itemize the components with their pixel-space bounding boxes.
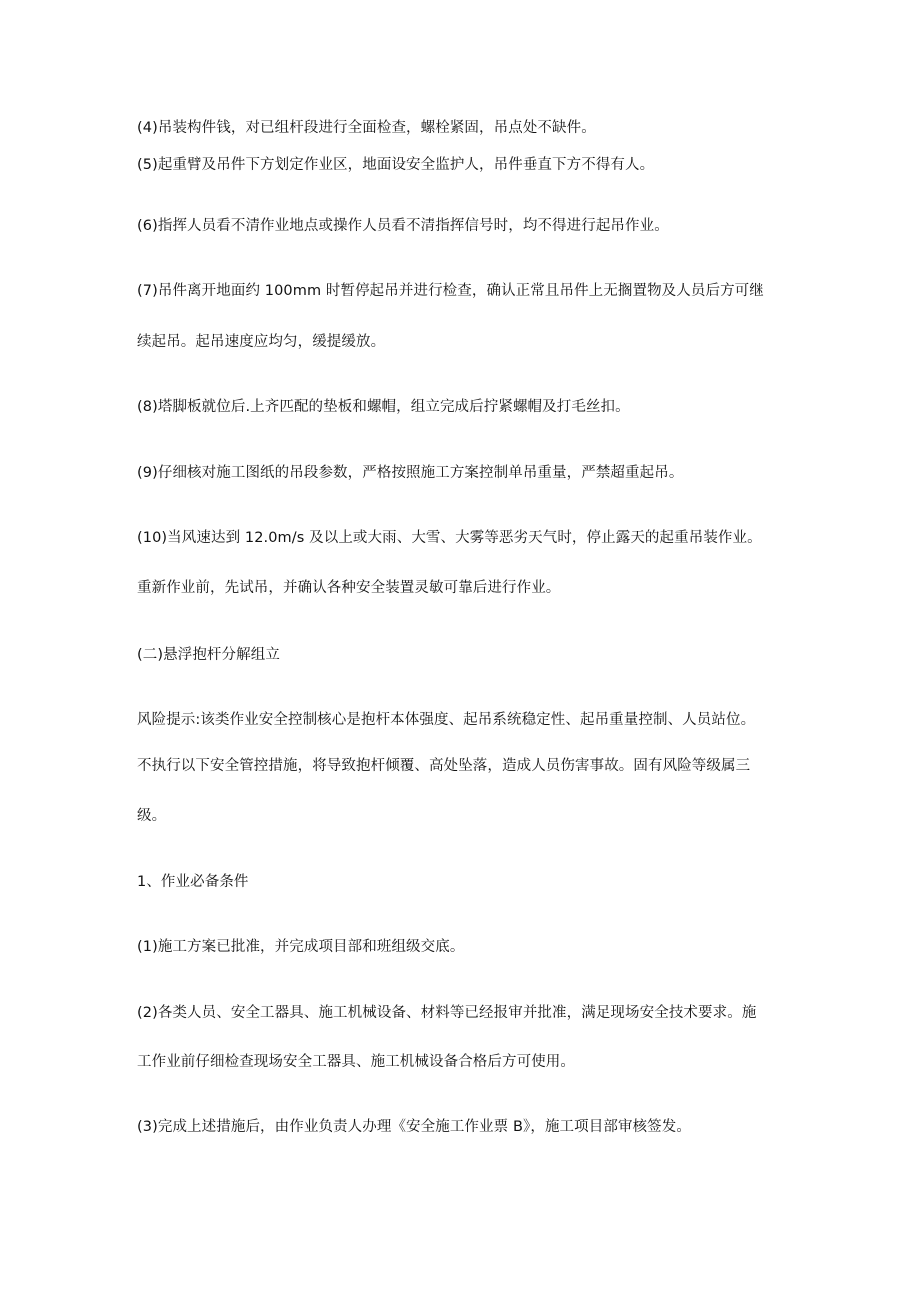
- item-6-text: (6)指挥人员看不清作业地点或操作人员看不清指挥信号时，均不得进行起吊作业。: [137, 218, 669, 234]
- item-5-text: (5)起重臂及吊件下方划定作业区，地面设安全监护人，吊件垂直下方不得有人。: [137, 157, 655, 173]
- condition-2-text-line2: 工作业前仔细检查现场安全工器具、施工机械设备合格后方可使用。: [137, 1054, 575, 1070]
- condition-3-text: (3)完成上述措施后，由作业负责人办理《安全施工作业票 B》，施工项目部审核签发。: [137, 1119, 691, 1135]
- subsection-heading: 1、作业必备条件: [137, 874, 249, 890]
- condition-2-text-line1: (2)各类人员、安全工器具、施工机械设备、材料等已经报审并批准，满足现场安全技术要求。施: [137, 1005, 757, 1021]
- item-8-text: (8)塔脚板就位后.上齐匹配的垫板和螺帽，组立完成后拧紧螺帽及打毛丝扣。: [137, 399, 630, 415]
- item-10-text-line2: 重新作业前，先试吊，并确认各种安全装置灵敏可靠后进行作业。: [137, 580, 561, 596]
- item-9-text: (9)仔细核对施工图纸的吊段参数，严格按照施工方案控制单吊重量，严禁超重起吊。: [137, 465, 684, 481]
- item-10-text-line1: (10)当风速达到 12.0m∕s 及以上或大雨、大雪、大雾等恶劣天气时，停止露天的起重吊装作业。: [137, 530, 762, 546]
- section-heading: (二)悬浮抱杆分解组立: [137, 647, 280, 663]
- item-4-text: (4)吊装构件钱，对已组杆段进行全面检查，螺栓紧固，吊点处不缺件。: [137, 120, 596, 136]
- risk-notice-line2: 不执行以下安全管控措施，将导致抱杆倾覆、高处坠落，造成人员伤害事故。固有风险等级属三: [137, 758, 751, 774]
- risk-notice-line1: 风险提示:该类作业安全控制核心是抱杆本体强度、起吊系统稳定性、起吊重量控制、人员站位。: [137, 712, 756, 728]
- item-7-text-line2: 续起吊。起吊速度应均匀，缓提缓放。: [137, 334, 386, 350]
- item-7-text-line1: (7)吊件离开地面约 100mm 时暂停起吊并进行检查，确认正常且吊件上无搁置物及人员后方可继: [137, 283, 764, 299]
- condition-1-text: (1)施工方案已批准，并完成项目部和班组级交底。: [137, 939, 465, 955]
- risk-notice-line3: 级。: [137, 808, 167, 824]
